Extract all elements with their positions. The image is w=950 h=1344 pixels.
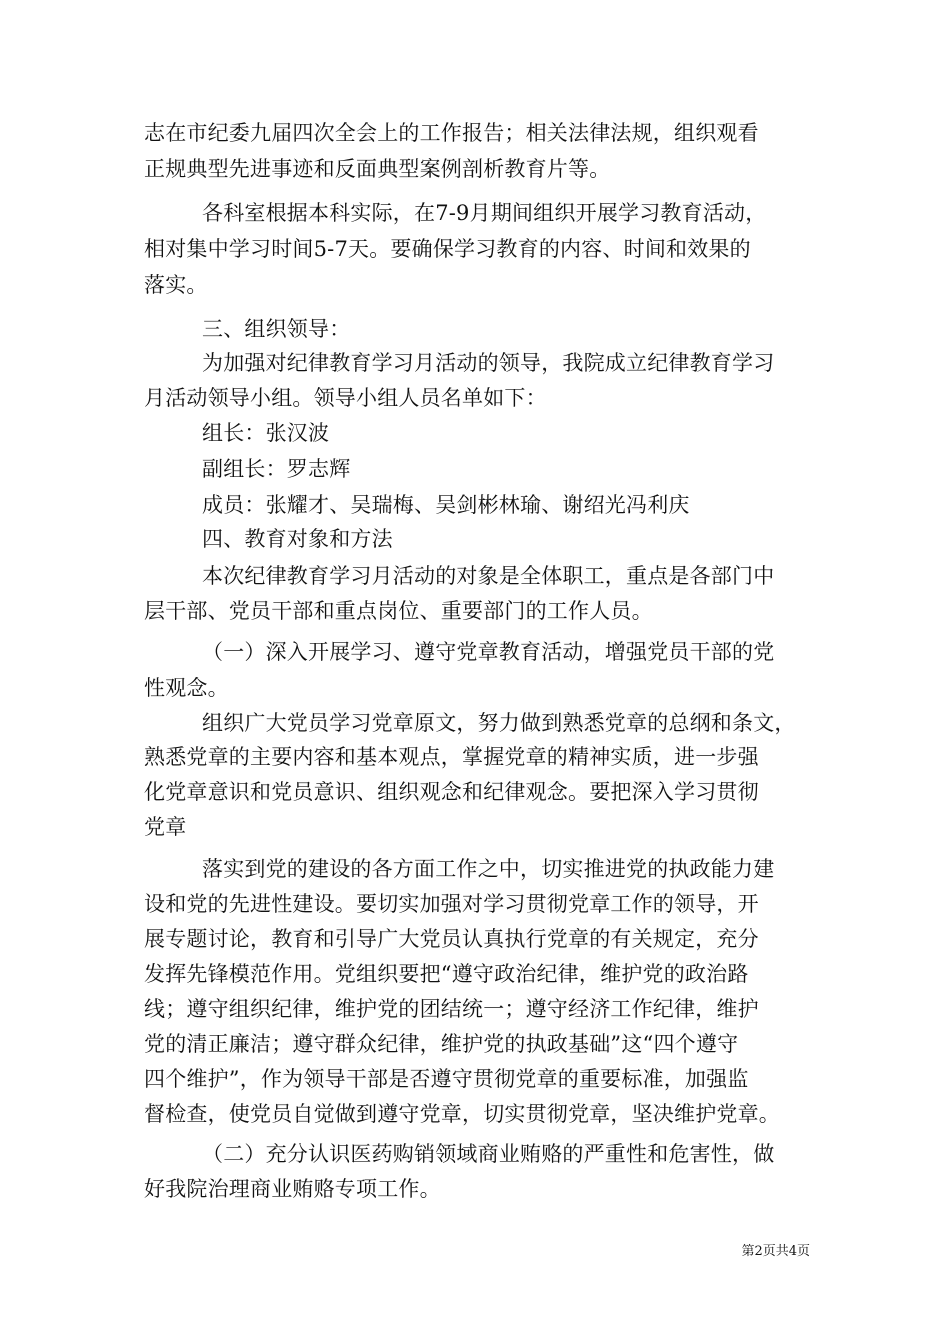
text-line: 落实到党的建设的各方面工作之中，切实推进党的执政能力建: [202, 857, 775, 881]
text-line: 各科室根据本科实际，在7-9月期间组织开展学习教育活动，: [202, 201, 767, 225]
text-line: 正规典型先进事迹和反面典型案例剖析教育片等。: [144, 157, 611, 181]
text-line: 党的清正廉洁；遵守群众纪律，维护党的执政基础”这“四个遵守: [144, 1032, 739, 1056]
text-line: 为加强对纪律教育学习月活动的领导，我院成立纪律教育学习: [202, 351, 775, 375]
subsection-heading: （一）深入开展学习、遵守党章教育活动，增强党员干部的党: [202, 640, 775, 664]
text-line: 性观念。: [144, 676, 229, 700]
text-line: 组长：张汉波: [202, 421, 330, 445]
text-line: 督检查，使党员自觉做到遵守党章，切实贯彻党章，坚决维护党章。: [144, 1102, 780, 1126]
text-line: 组织广大党员学习党章原文，努力做到熟悉党章的总纲和条文，: [202, 711, 796, 735]
text-line: 党章: [144, 815, 187, 839]
section-heading: 三、组织领导：: [202, 317, 351, 341]
text-line: 展专题讨论，教育和引导广大党员认真执行党章的有关规定，充分: [144, 927, 759, 951]
text-line: 四个维护”，作为领导干部是否遵守贯彻党章的重要标准，加强监: [144, 1067, 749, 1091]
text-line: 设和党的先进性建设。要切实加强对学习贯彻党章工作的领导，开: [144, 892, 759, 916]
text-line: 化党章意识和党员意识、组织观念和纪律观念。要把深入学习贯彻: [144, 780, 759, 804]
text-line: 好我院治理商业贿赂专项工作。: [144, 1177, 441, 1201]
text-line: 志在市纪委九届四次全会上的工作报告；相关法律法规，组织观看: [144, 121, 759, 145]
text-line: 成员：张耀才、吴瑞梅、吴剑彬林瑜、谢绍光冯利庆: [202, 493, 690, 517]
text-line: 熟悉党章的主要内容和基本观点，掌握党章的精神实质，进一步强: [144, 745, 759, 769]
text-line: 层干部、党员干部和重点岗位、重要部门的工作人员。: [144, 599, 653, 623]
text-line: 副组长：罗志辉: [202, 457, 351, 481]
text-line: 线；遵守组织纪律，维护党的团结统一；遵守经济工作纪律，维护: [144, 997, 759, 1021]
text-line: 发挥先锋模范作用。党组织要把“遵守政治纪律，维护党的政治路: [144, 962, 749, 986]
subsection-heading: （二）充分认识医药购销领域商业贿赂的严重性和危害性，做: [202, 1142, 775, 1166]
text-line: 相对集中学习时间5-7天。要确保学习教育的内容、时间和效果的: [144, 237, 751, 261]
page-number: 第2页共4页: [741, 1244, 810, 1259]
text-line: 落实。: [144, 273, 208, 297]
text-line: 月活动领导小组。领导小组人员名单如下：: [144, 386, 547, 410]
section-heading: 四、教育对象和方法: [202, 527, 393, 551]
text-line: 本次纪律教育学习月活动的对象是全体职工，重点是各部门中: [202, 564, 775, 588]
